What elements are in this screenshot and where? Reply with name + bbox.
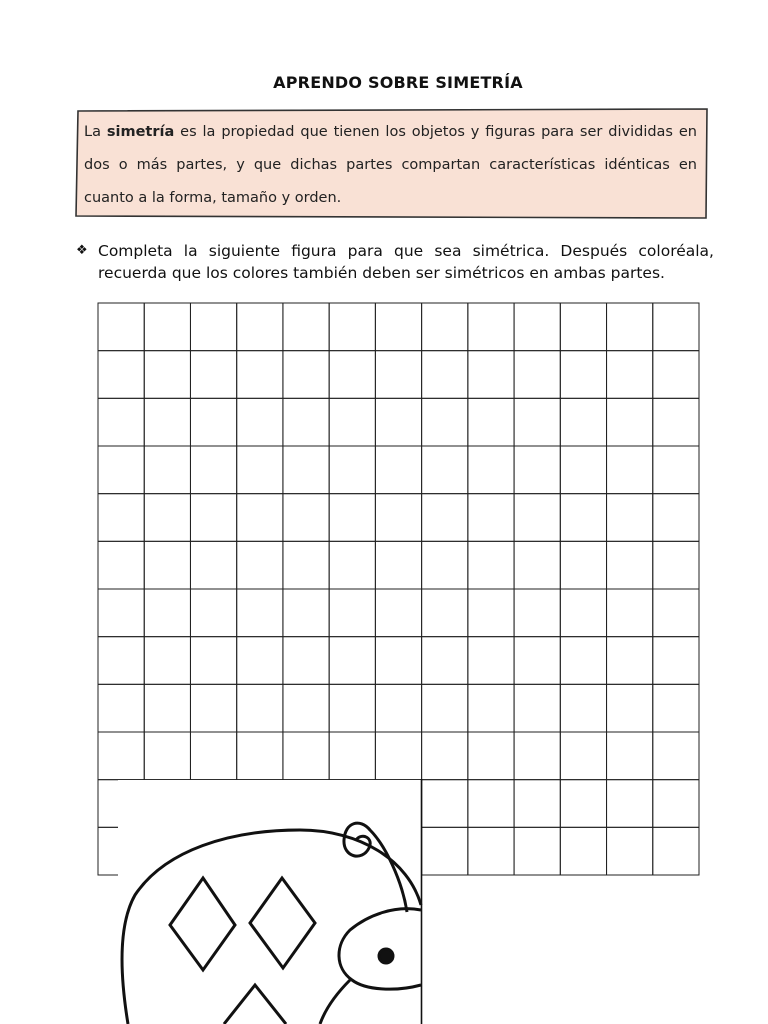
definition-prefix: La <box>84 124 107 140</box>
grid-cell[interactable] <box>144 494 190 542</box>
grid-cell[interactable] <box>607 637 653 685</box>
grid-cell[interactable] <box>560 303 606 351</box>
grid-cell[interactable] <box>144 732 190 780</box>
grid-cell[interactable] <box>468 351 514 399</box>
grid-cell[interactable] <box>560 684 606 732</box>
grid-cell[interactable] <box>98 446 144 494</box>
page-title: APRENDO SOBRE SIMETRÍA <box>273 73 523 92</box>
grid-cell[interactable] <box>422 446 468 494</box>
grid-cell[interactable] <box>514 780 560 828</box>
grid-cell[interactable] <box>560 637 606 685</box>
grid-cell[interactable] <box>329 351 375 399</box>
grid-cell[interactable] <box>514 637 560 685</box>
grid-cell[interactable] <box>375 732 421 780</box>
grid-cell[interactable] <box>422 351 468 399</box>
grid-cell[interactable] <box>607 494 653 542</box>
grid-cell[interactable] <box>237 351 283 399</box>
grid-cell[interactable] <box>237 589 283 637</box>
grid-cell[interactable] <box>468 541 514 589</box>
grid-cell[interactable] <box>422 780 468 828</box>
definition-body: es la propiedad que tienen los objetos y figuras para ser divididas en dos o más partes, y que dichas partes compartan características idénticas en cuanto a la forma, tamaño y orden. <box>84 124 697 206</box>
grid-cell[interactable] <box>283 589 329 637</box>
grid-cell[interactable] <box>422 732 468 780</box>
grid-cell[interactable] <box>329 303 375 351</box>
grid-cell[interactable] <box>653 589 699 637</box>
definition-term: simetría <box>106 124 175 140</box>
grid-cell[interactable] <box>653 303 699 351</box>
grid-cell[interactable] <box>653 732 699 780</box>
grid-cell[interactable] <box>375 589 421 637</box>
grid-cell[interactable] <box>468 446 514 494</box>
grid-cell[interactable] <box>190 541 236 589</box>
grid-cell[interactable] <box>144 398 190 446</box>
grid-cell[interactable] <box>653 494 699 542</box>
grid-cell[interactable] <box>329 541 375 589</box>
grid-cell[interactable] <box>653 684 699 732</box>
grid-cell[interactable] <box>560 446 606 494</box>
grid-cell[interactable] <box>283 303 329 351</box>
grid-cell[interactable] <box>468 780 514 828</box>
grid-cell[interactable] <box>607 732 653 780</box>
grid-cell[interactable] <box>98 589 144 637</box>
grid-cell[interactable] <box>560 780 606 828</box>
grid-cell[interactable] <box>607 780 653 828</box>
grid-cell[interactable] <box>514 446 560 494</box>
instruction-text: Completa la siguiente figura para que sea simétrica. Después coloréala, recuerda que los colores también deben ser simétricos en ambas partes. <box>98 242 714 282</box>
grid-cell[interactable] <box>375 398 421 446</box>
grid-cell[interactable] <box>653 827 699 875</box>
grid-cell[interactable] <box>468 684 514 732</box>
grid-cell[interactable] <box>514 398 560 446</box>
grid-cell[interactable] <box>375 637 421 685</box>
grid-cell[interactable] <box>514 494 560 542</box>
grid-cell[interactable] <box>422 398 468 446</box>
grid-cell[interactable] <box>237 494 283 542</box>
grid-cell[interactable] <box>560 732 606 780</box>
grid-cell[interactable] <box>422 827 468 875</box>
grid-cell[interactable] <box>560 541 606 589</box>
grid-cell[interactable] <box>422 541 468 589</box>
grid-cell[interactable] <box>144 303 190 351</box>
grid-cell[interactable] <box>190 684 236 732</box>
grid-cell[interactable] <box>190 637 236 685</box>
grid-cell[interactable] <box>329 589 375 637</box>
grid-cell[interactable] <box>98 494 144 542</box>
grid-cell[interactable] <box>653 398 699 446</box>
grid-cell[interactable] <box>190 351 236 399</box>
grid-cell[interactable] <box>283 637 329 685</box>
grid-cell[interactable] <box>283 541 329 589</box>
grid-cell[interactable] <box>190 494 236 542</box>
grid-cell[interactable] <box>375 303 421 351</box>
grid-cell[interactable] <box>190 398 236 446</box>
grid-cell[interactable] <box>144 541 190 589</box>
grid-cell[interactable] <box>514 541 560 589</box>
grid-cell[interactable] <box>468 637 514 685</box>
grid-cell[interactable] <box>283 494 329 542</box>
grid-cell[interactable] <box>144 589 190 637</box>
grid-cell[interactable] <box>283 732 329 780</box>
grid-cell[interactable] <box>560 589 606 637</box>
grid-cell[interactable] <box>560 398 606 446</box>
grid-cell[interactable] <box>283 398 329 446</box>
grid-cell[interactable] <box>375 684 421 732</box>
grid-cell[interactable] <box>653 637 699 685</box>
grid-cell[interactable] <box>375 541 421 589</box>
grid-cell[interactable] <box>283 684 329 732</box>
grid-cell[interactable] <box>283 446 329 494</box>
grid-cell[interactable] <box>329 398 375 446</box>
grid-cell[interactable] <box>468 303 514 351</box>
grid-cell[interactable] <box>422 494 468 542</box>
grid-cell[interactable] <box>329 684 375 732</box>
grid-cell[interactable] <box>98 303 144 351</box>
grid-cell[interactable] <box>329 637 375 685</box>
grid-cell[interactable] <box>190 446 236 494</box>
grid-cell[interactable] <box>514 589 560 637</box>
grid-cell[interactable] <box>237 541 283 589</box>
grid-cell[interactable] <box>607 351 653 399</box>
grid-cell[interactable] <box>237 398 283 446</box>
grid-cell[interactable] <box>329 494 375 542</box>
grid-cell[interactable] <box>422 589 468 637</box>
grid-cell[interactable] <box>514 732 560 780</box>
grid-cell[interactable] <box>560 494 606 542</box>
grid-cell[interactable] <box>468 589 514 637</box>
grid-cell[interactable] <box>190 732 236 780</box>
grid-cell[interactable] <box>607 303 653 351</box>
grid-cell[interactable] <box>607 446 653 494</box>
grid-cell[interactable] <box>422 303 468 351</box>
grid-cell[interactable] <box>98 398 144 446</box>
grid-cell[interactable] <box>237 446 283 494</box>
grid-cell[interactable] <box>190 303 236 351</box>
grid-cell[interactable] <box>98 351 144 399</box>
grid-cell[interactable] <box>653 780 699 828</box>
grid-cell[interactable] <box>560 827 606 875</box>
grid-cell[interactable] <box>375 446 421 494</box>
grid-cell[interactable] <box>607 684 653 732</box>
grid-cell[interactable] <box>514 303 560 351</box>
grid-cell[interactable] <box>237 303 283 351</box>
grid-cell[interactable] <box>468 732 514 780</box>
grid-cell[interactable] <box>607 398 653 446</box>
grid-cell[interactable] <box>144 351 190 399</box>
grid-cell[interactable] <box>98 637 144 685</box>
grid-cell[interactable] <box>375 351 421 399</box>
grid-cell[interactable] <box>237 684 283 732</box>
grid-cell[interactable] <box>283 351 329 399</box>
grid-cell[interactable] <box>653 446 699 494</box>
grid-cell[interactable] <box>422 637 468 685</box>
grid-cell[interactable] <box>653 351 699 399</box>
grid-cell[interactable] <box>329 446 375 494</box>
grid-cell[interactable] <box>237 637 283 685</box>
grid-cell[interactable] <box>560 351 606 399</box>
grid-cell[interactable] <box>144 637 190 685</box>
grid-cell[interactable] <box>98 541 144 589</box>
grid-cell[interactable] <box>514 827 560 875</box>
grid-cell[interactable] <box>98 732 144 780</box>
grid-cell[interactable] <box>607 541 653 589</box>
eye <box>379 949 393 963</box>
grid-cell[interactable] <box>607 589 653 637</box>
grid-cell[interactable] <box>468 827 514 875</box>
diamond-bullet-icon: ❖ <box>76 243 88 258</box>
grid-cell[interactable] <box>98 684 144 732</box>
grid-cell[interactable] <box>329 732 375 780</box>
grid-cell[interactable] <box>514 684 560 732</box>
grid-cell[interactable] <box>422 684 468 732</box>
grid-cell[interactable] <box>514 351 560 399</box>
grid-cell[interactable] <box>653 541 699 589</box>
grid-cell[interactable] <box>468 494 514 542</box>
grid-cell[interactable] <box>190 589 236 637</box>
grid-cell[interactable] <box>375 494 421 542</box>
grid-cell[interactable] <box>144 446 190 494</box>
grid-cell[interactable] <box>607 827 653 875</box>
grid-cell[interactable] <box>144 684 190 732</box>
grid-cell[interactable] <box>237 732 283 780</box>
grid-cell[interactable] <box>468 398 514 446</box>
